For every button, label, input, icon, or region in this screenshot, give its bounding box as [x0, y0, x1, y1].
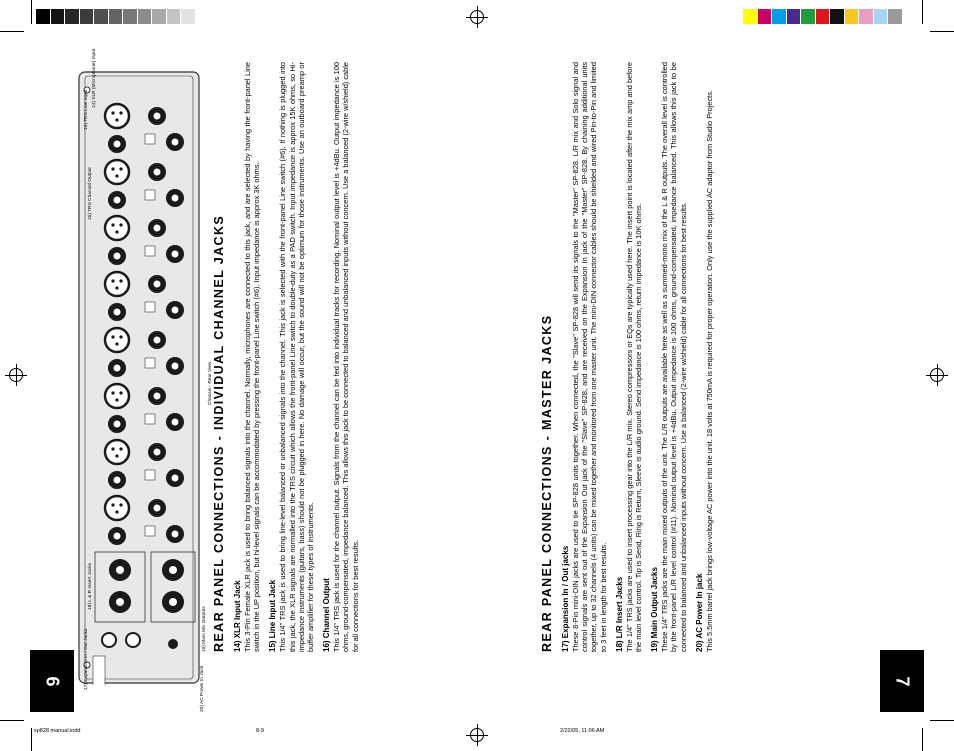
- item-title: 17) Expansion In / Out jacks: [561, 545, 570, 652]
- callout-xlr-input: 14) XLR (Microphone) Input: [92, 48, 97, 108]
- trs-jack-hole-icon: [154, 281, 161, 288]
- trs-jack-hole-icon: [154, 449, 161, 456]
- xlr-pin-icon: [115, 398, 118, 401]
- expansion-out-jack-icon: [126, 633, 140, 647]
- crop-mark: [930, 720, 954, 721]
- trs-jack-hole-icon: [114, 477, 121, 484]
- crop-mark: [922, 0, 923, 24]
- xlr-pin-icon: [119, 223, 122, 226]
- xlr-pin-icon: [111, 167, 114, 170]
- rear-panel-diagram: [75, 70, 203, 685]
- xlr-pin-icon: [119, 391, 122, 394]
- registration-mark-right-icon: [930, 368, 944, 382]
- calibration-swatch: [152, 9, 167, 24]
- channel-number-box: [145, 470, 155, 480]
- trs-jack-hole-icon: [114, 533, 121, 540]
- chassis-outline: [79, 72, 199, 683]
- trs-jack-hole-icon: [172, 195, 179, 202]
- calibration-swatch: [888, 9, 903, 24]
- registration-mark-bottom-icon: [470, 728, 484, 742]
- xlr-pin-icon: [111, 503, 114, 506]
- xlr-input-jack-icon: [105, 440, 129, 464]
- footer-file-name: sp828 manual.indd: [34, 728, 81, 734]
- channel-number-box: [145, 414, 155, 424]
- xlr-pin-icon: [119, 447, 122, 450]
- callout-ac-power-jack: 20) AC Power In Jack: [200, 665, 205, 712]
- item-title: 14) XLR Input Jack: [233, 580, 242, 652]
- channel-number-box: [145, 134, 155, 144]
- section-heading: REAR PANEL CONNECTIONS - INDIVIDUAL CHANNEL JACKS: [212, 214, 226, 652]
- xlr-pin-icon: [111, 335, 114, 338]
- channel-number-box: [145, 358, 155, 368]
- trs-jack-hole-icon: [172, 531, 179, 538]
- item-text: The 1/4" TRS jacks are used to insert processing gear into the L/R mix. Stereo compressors or EQs are typically used here. The insert point is located after the mix amp and before the main level control. Tip is Send, Ring is Return, Sleeve is audio ground. Send impedance is 100 ohms, return impedance is 10K ohms.: [624, 62, 644, 652]
- item-title: 18) L/R Insert Jacks: [614, 576, 624, 652]
- trs-jack-hole-icon: [114, 197, 121, 204]
- calibration-swatch: [743, 9, 758, 24]
- xlr-pin-icon: [111, 279, 114, 282]
- page-number-left: 6: [30, 650, 74, 712]
- calibration-swatch: [830, 9, 845, 24]
- xlr-pin-icon: [115, 510, 118, 513]
- xlr-input-jack-icon: [105, 384, 129, 408]
- calibration-swatch: [845, 9, 860, 24]
- footer-timestamp: 2/22/05, 11:06 AM: [560, 728, 605, 734]
- channel-jacks-section: [212, 62, 360, 652]
- xlr-pin-icon: [111, 447, 114, 450]
- trs-jack-hole-icon: [154, 393, 161, 400]
- xlr-pin-icon: [111, 223, 114, 226]
- channel-number-box: [145, 526, 155, 536]
- calibration-swatch: [874, 9, 889, 24]
- xlr-pin-icon: [111, 111, 114, 114]
- item-text: This 1/4" TRS jack is used for the channel output. Signals from the channel can be fed into individual tracks for recording. Nominal output level is +4dBu. Output impedance is 100 ohms, ground-compensated, impedance balanced. This allows this jack to be connected to balanced and unbalanced inputs without concern. Use a balanced (2-wire w/shield) cable for all connections for best results.: [332, 62, 360, 652]
- calibration-swatch: [65, 9, 80, 24]
- xlr-pin-icon: [115, 118, 118, 121]
- trs-jack-hole-icon: [172, 475, 179, 482]
- diagram-caption: Chassis - Rear View: [208, 361, 213, 405]
- trs-jack-hole-icon: [172, 419, 179, 426]
- xlr-pin-icon: [119, 111, 122, 114]
- grayscale-calibration-bar: [36, 9, 196, 24]
- trs-jack-hole-icon: [154, 505, 161, 512]
- crop-mark: [930, 31, 954, 32]
- callout-insert-jacks: 18) L & R Insert Jacks: [88, 562, 93, 610]
- callout-main-mix-outputs: 19) Main Mix Outputs: [202, 606, 207, 652]
- item-title: 19) Main Output Jacks: [650, 567, 660, 652]
- xlr-pin-icon: [111, 391, 114, 394]
- channel-number-box: [145, 190, 155, 200]
- master-jacks-section: [540, 62, 714, 652]
- item-text: This 3-Pin Female XLR jack is used to bring balanced signals into the channel. Normally, microphones are connected to this jack, and are selected by having the front-panel Line switch in the UP position, but hi-level signals can be accommodated by pressing the front-panel Line switch (#6). Input impedance is approx 3K ohms.: [243, 62, 262, 652]
- brand-label-plate: [93, 656, 105, 685]
- xlr-input-jack-icon: [105, 216, 129, 240]
- item-text: These 1/4" TRS jacks are the main mixed outputs of the unit. The L/R outputs are available here as well as a summed-mono mix of the L & R outputs. The overall level is controlled by the front-panel L/R level control (#11). Nominal output level is +4dBu. Output impedance is 100 ohms, ground-compensated, impedance balanced. This allows this jack to be connected to balanced and unbalanced inputs without concern. Use a balanced (2-wire w/shield) cable for all connections for best results.: [660, 62, 688, 652]
- calibration-swatch: [138, 9, 153, 24]
- trs-jack-hole-icon: [114, 309, 121, 316]
- ac-power-jack-icon: [168, 639, 178, 649]
- crop-mark: [922, 728, 923, 751]
- xlr-pin-icon: [119, 335, 122, 338]
- crop-mark: [0, 720, 24, 721]
- trs-jack-hole-icon: [169, 598, 177, 606]
- trs-jack-hole-icon: [172, 307, 179, 314]
- calibration-swatch: [167, 9, 182, 24]
- trs-jack-hole-icon: [154, 113, 161, 120]
- xlr-pin-icon: [115, 174, 118, 177]
- trs-jack-hole-icon: [154, 337, 161, 344]
- calibration-swatch: [772, 9, 787, 24]
- callout-trs-channel-output: 16) TRS Channel Output: [88, 167, 93, 220]
- trs-jack-hole-icon: [172, 139, 179, 146]
- calibration-swatch: [787, 9, 802, 24]
- page-number-right: 7: [880, 650, 924, 712]
- item-title: 16) Channel Output: [322, 578, 332, 652]
- trs-jack-hole-icon: [172, 251, 179, 258]
- xlr-input-jack-icon: [105, 272, 129, 296]
- trs-jack-hole-icon: [172, 363, 179, 370]
- callout-expansion-jacks: 17) Expansion In / Out Jacks: [84, 628, 89, 690]
- calibration-swatch: [801, 9, 816, 24]
- crop-mark: [0, 31, 24, 32]
- calibration-swatch: [36, 9, 51, 24]
- trs-jack-hole-icon: [154, 169, 161, 176]
- calibration-swatch: [859, 9, 874, 24]
- xlr-pin-icon: [115, 230, 118, 233]
- crop-mark: [31, 728, 32, 751]
- item-text: This 5.5mm barrel jack brings low-voltage AC power into the unit. 18 volts at 750mA is required for proper operation. Only use the supplied AC adaptor from Studio Projects.: [704, 90, 714, 652]
- xlr-input-jack-icon: [105, 496, 129, 520]
- registration-mark-top-icon: [470, 10, 484, 24]
- item-text: This 1/4" TRS jack is used to bring line-level balanced or unbalanced signals into the channel. This jack is selected with the front-panel Line switch (#6). If nothing is plugged into this jack, the XLR signals are normalled into the TRS circuit which allows the front-panel Line switch to double-duty as a PAD switch. Input impedance is approx 15K ohms, so Hi-impedance instruments (guitars, bass) should not be plugged in here. No damage will occur, but the sound will not be optimum for those instruments. Use an outboard preamp or buffer amplifier for these types of instruments.: [278, 62, 316, 652]
- calibration-swatch: [816, 9, 831, 24]
- item-title: 20) AC Power In jack: [694, 573, 704, 652]
- xlr-input-jack-icon: [105, 104, 129, 128]
- trs-jack-hole-icon: [114, 421, 121, 428]
- section-heading: REAR PANEL CONNECTIONS - MASTER JACKS: [540, 314, 554, 652]
- xlr-input-jack-icon: [105, 328, 129, 352]
- xlr-pin-icon: [115, 342, 118, 345]
- color-calibration-bar: [743, 9, 903, 24]
- trs-jack-hole-icon: [169, 566, 177, 574]
- xlr-pin-icon: [115, 454, 118, 457]
- footer-pages: 8-9: [256, 728, 264, 734]
- xlr-pin-icon: [115, 286, 118, 289]
- trs-jack-hole-icon: [154, 225, 161, 232]
- xlr-pin-icon: [119, 167, 122, 170]
- xlr-input-jack-icon: [105, 160, 129, 184]
- trs-jack-hole-icon: [114, 365, 121, 372]
- calibration-swatch: [94, 9, 109, 24]
- calibration-swatch: [51, 9, 66, 24]
- channel-number-box: [145, 246, 155, 256]
- trs-jack-hole-icon: [114, 141, 121, 148]
- registration-mark-left-icon: [9, 368, 23, 382]
- expansion-in-jack-icon: [102, 633, 116, 647]
- calibration-swatch: [123, 9, 138, 24]
- crop-mark: [31, 0, 32, 24]
- xlr-pin-icon: [119, 279, 122, 282]
- callout-trs-line-input: 15) TRS Line Input: [84, 89, 89, 130]
- trs-jack-hole-icon: [116, 566, 124, 574]
- trs-jack-hole-icon: [116, 598, 124, 606]
- item-text: These 8-Pin mini-DIN jacks are used to tie SP-828 units together. When connected, the "Slave" SP-828 will send its signals to the "Master" SP-828. L/R mix and Solo signal and control signals are sent out of the Expansion Out jack of the "Slave" SP-828, and are received on the Expansion In jack of the "Master" SP-828. By chaining additional units together, up to 32 channels (4 units) can be mixed together and monitored from one master unit. The mini-DIN connector cables should be shielded and wired Pin-to-Pin and limited to 3 feet in length for best results.: [571, 62, 608, 652]
- calibration-swatch: [181, 9, 196, 24]
- calibration-swatch: [109, 9, 124, 24]
- calibration-swatch: [758, 9, 773, 24]
- trs-jack-hole-icon: [114, 253, 121, 260]
- chassis-rear-view-drawing: [75, 70, 203, 685]
- calibration-swatch: [80, 9, 95, 24]
- channel-number-box: [145, 302, 155, 312]
- item-title: 15) Line Input Jack: [268, 579, 278, 652]
- xlr-pin-icon: [119, 503, 122, 506]
